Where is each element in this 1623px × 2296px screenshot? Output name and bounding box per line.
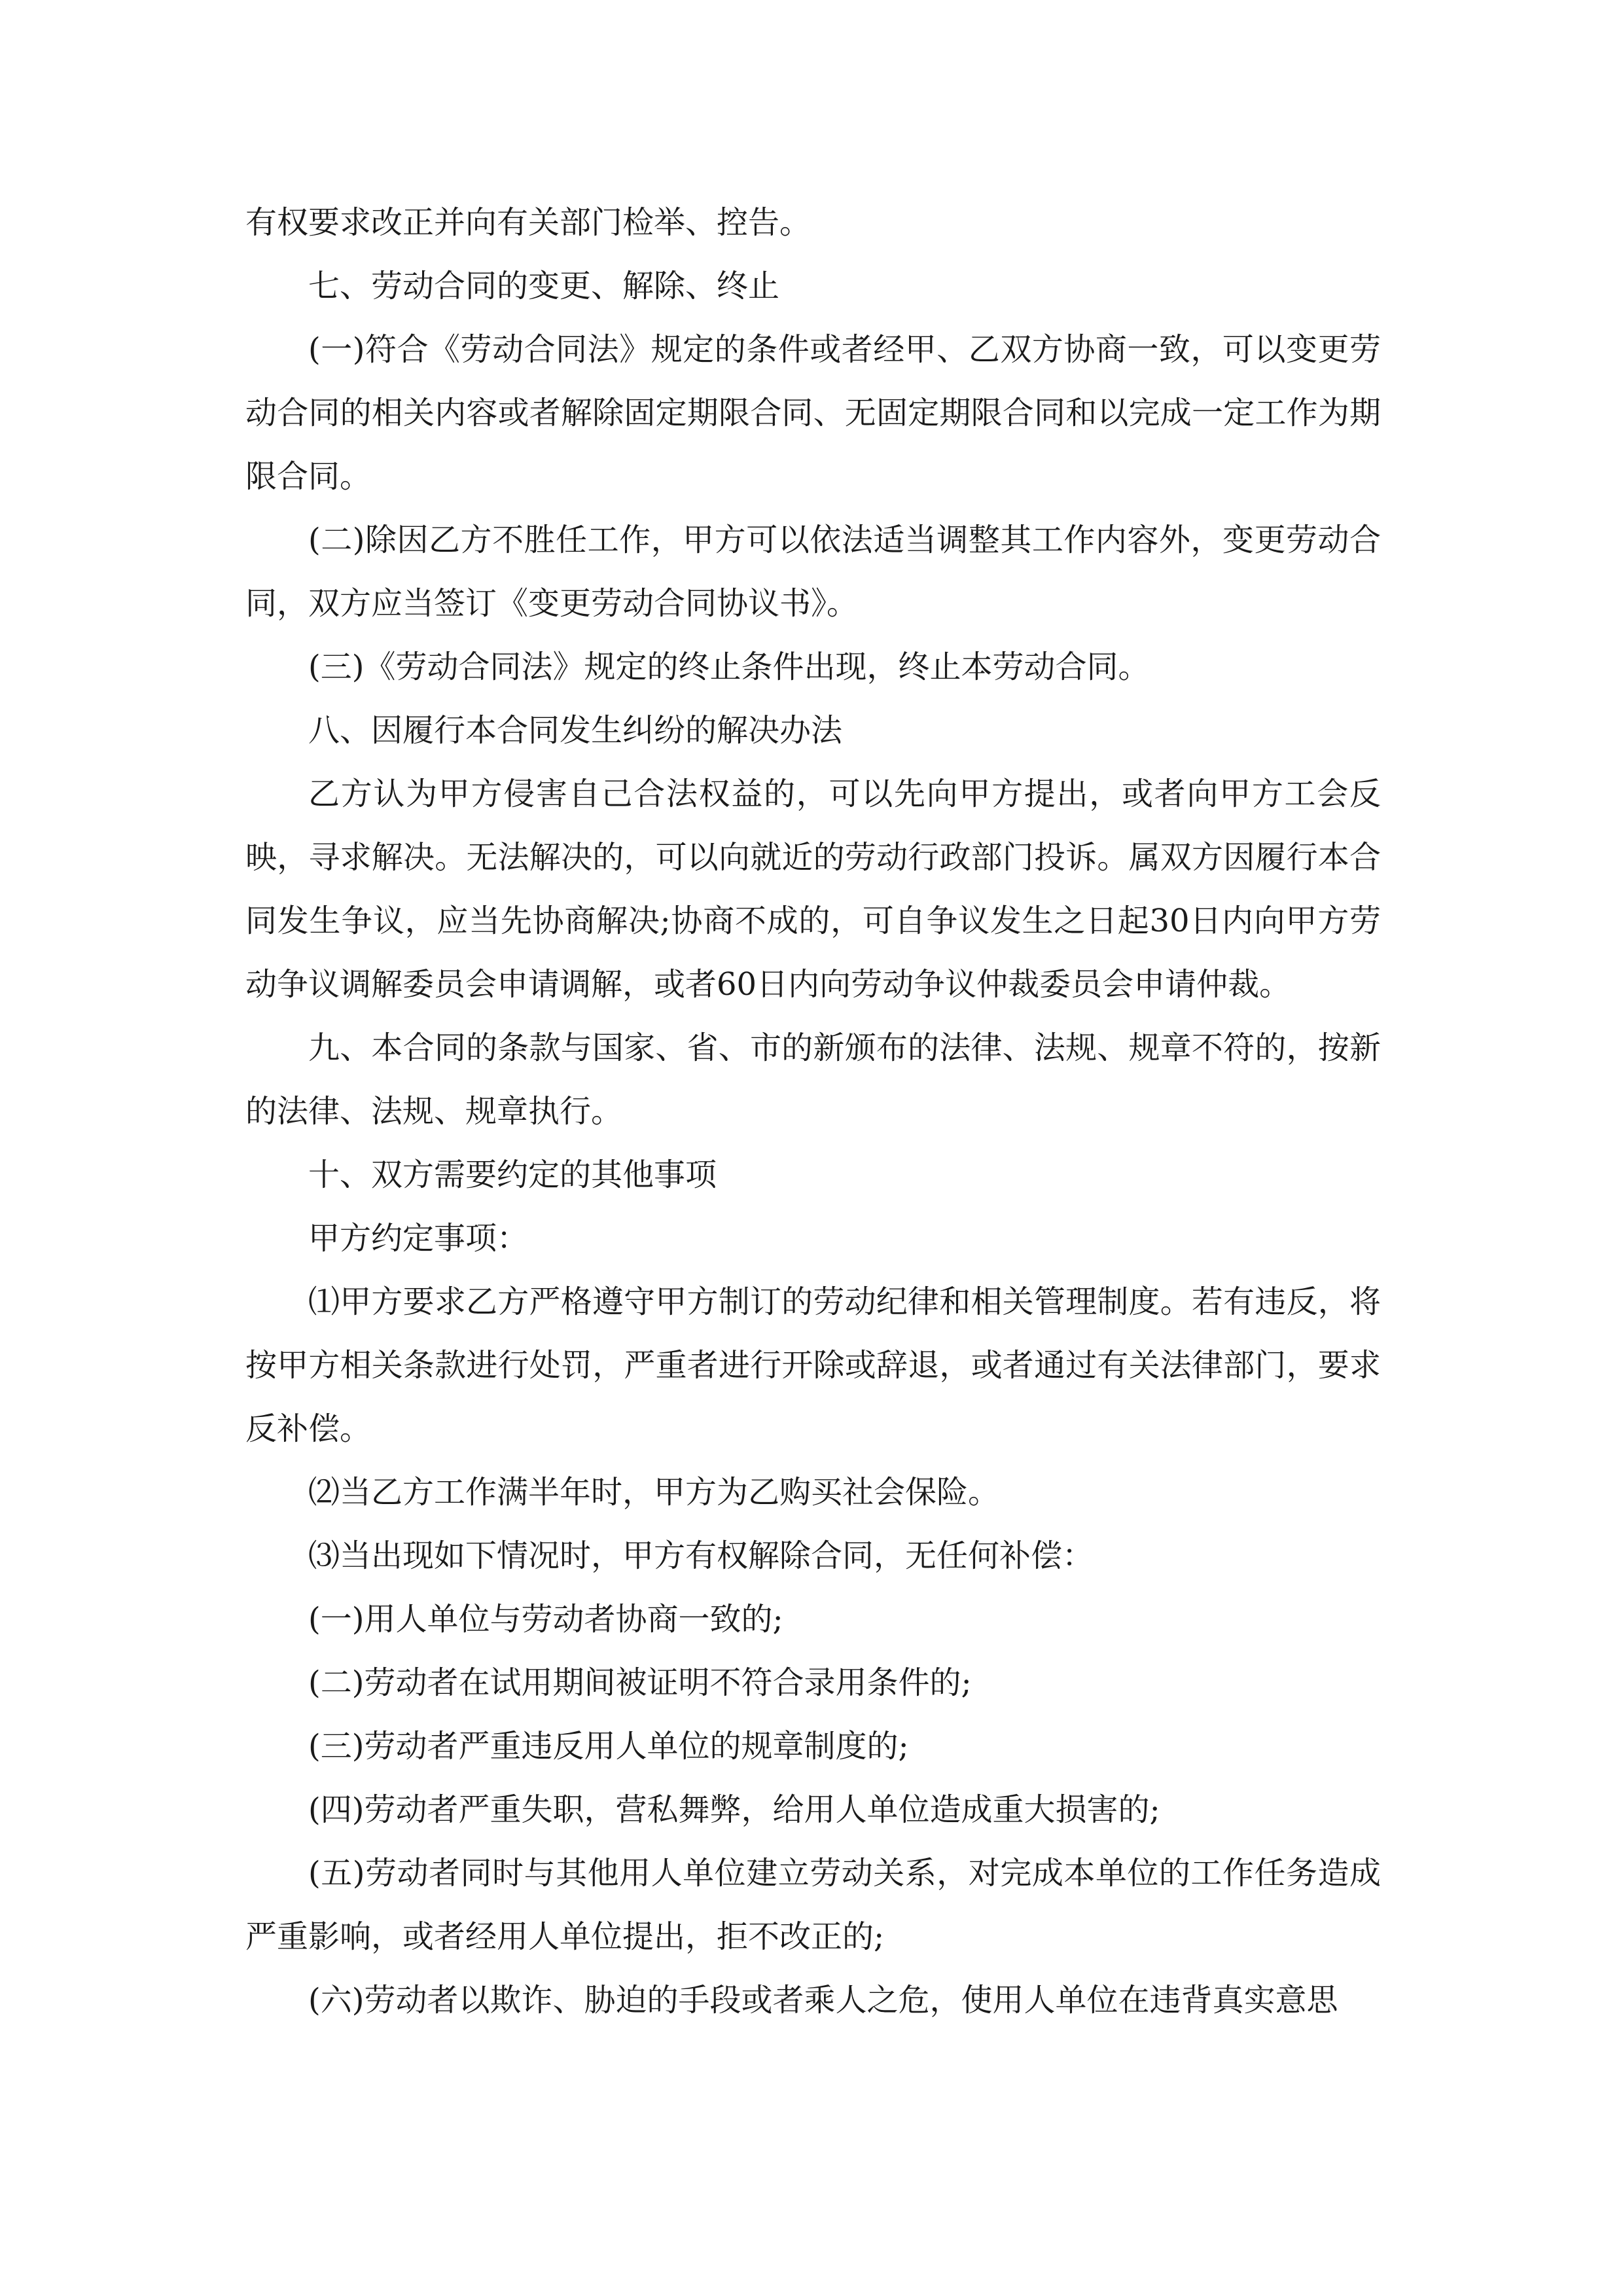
list-item: ⑶当出现如下情况时，甲方有权解除合同，无任何补偿： — [308, 1537, 1094, 1574]
section-heading: 七、劳动合同的变更、解除、终止 — [308, 268, 780, 304]
list-item: (五)劳动者同时与其他用人单位建立劳动关系，对完成本单位的工作任务造成严重影响，或者经用人单位提出，拒不改正的; — [245, 1855, 1381, 1955]
list-item: (六)劳动者以欺诈、胁迫的手段或者乘人之危，使用人单位在违背真实意思 — [308, 1982, 1338, 2018]
list-item: (四)劳动者严重失职，营私舞弊，给用人单位造成重大损害的; — [308, 1791, 1160, 1828]
paragraph: 有权要求改正并向有关部门检举、控告。 — [245, 204, 812, 241]
paragraph: (三)《劳动合同法》规定的终止条件出现，终止本劳动合同。 — [308, 649, 1150, 685]
paragraph: 甲方约定事项： — [308, 1220, 529, 1257]
document-body — [245, 191, 1381, 2032]
paragraph: 乙方认为甲方侵害自己合法权益的，可以先向甲方提出，或者向甲方工会反映，寻求解决。无法解决的，可以向就近的劳动行政部门投诉。属双方因履行本合同发生争议，应当先协商解决;协商不成的，可自争议发生之日起30日内向甲方劳动争议调解委员会申请调解，或者60日内向劳动争议仲裁委员会申请仲裁。 — [245, 776, 1381, 1003]
paragraph: (一)符合《劳动合同法》规定的条件或者经甲、乙双方协商一致，可以变更劳动合同的相关内容或者解除固定期限合同、无固定期限合同和以完成一定工作为期限合同。 — [245, 331, 1381, 495]
list-item: (一)用人单位与劳动者协商一致的; — [308, 1601, 783, 1638]
section-heading: 十、双方需要约定的其他事项 — [308, 1157, 717, 1193]
section-heading: 八、因履行本合同发生纠纷的解决办法 — [308, 712, 843, 749]
paragraph: (二)除因乙方不胜任工作，甲方可以依法适当调整其工作内容外，变更劳动合同，双方应当签订《变更劳动合同协议书》。 — [245, 522, 1381, 622]
list-item: (三)劳动者严重违反用人单位的规章制度的; — [308, 1728, 909, 1765]
list-item: (二)劳动者在试用期间被证明不符合录用条件的; — [308, 1664, 972, 1701]
list-item: ⑴甲方要求乙方严格遵守甲方制订的劳动纪律和相关管理制度。若有违反，将按甲方相关条款进行处罚，严重者进行开除或辞退，或者通过有关法律部门，要求反补偿。 — [245, 1283, 1381, 1447]
paragraph: 九、本合同的条款与国家、省、市的新颁布的法律、法规、规章不符的，按新的法律、法规、规章执行。 — [245, 1030, 1381, 1130]
list-item: ⑵当乙方工作满半年时，甲方为乙购买社会保险。 — [308, 1474, 1000, 1511]
